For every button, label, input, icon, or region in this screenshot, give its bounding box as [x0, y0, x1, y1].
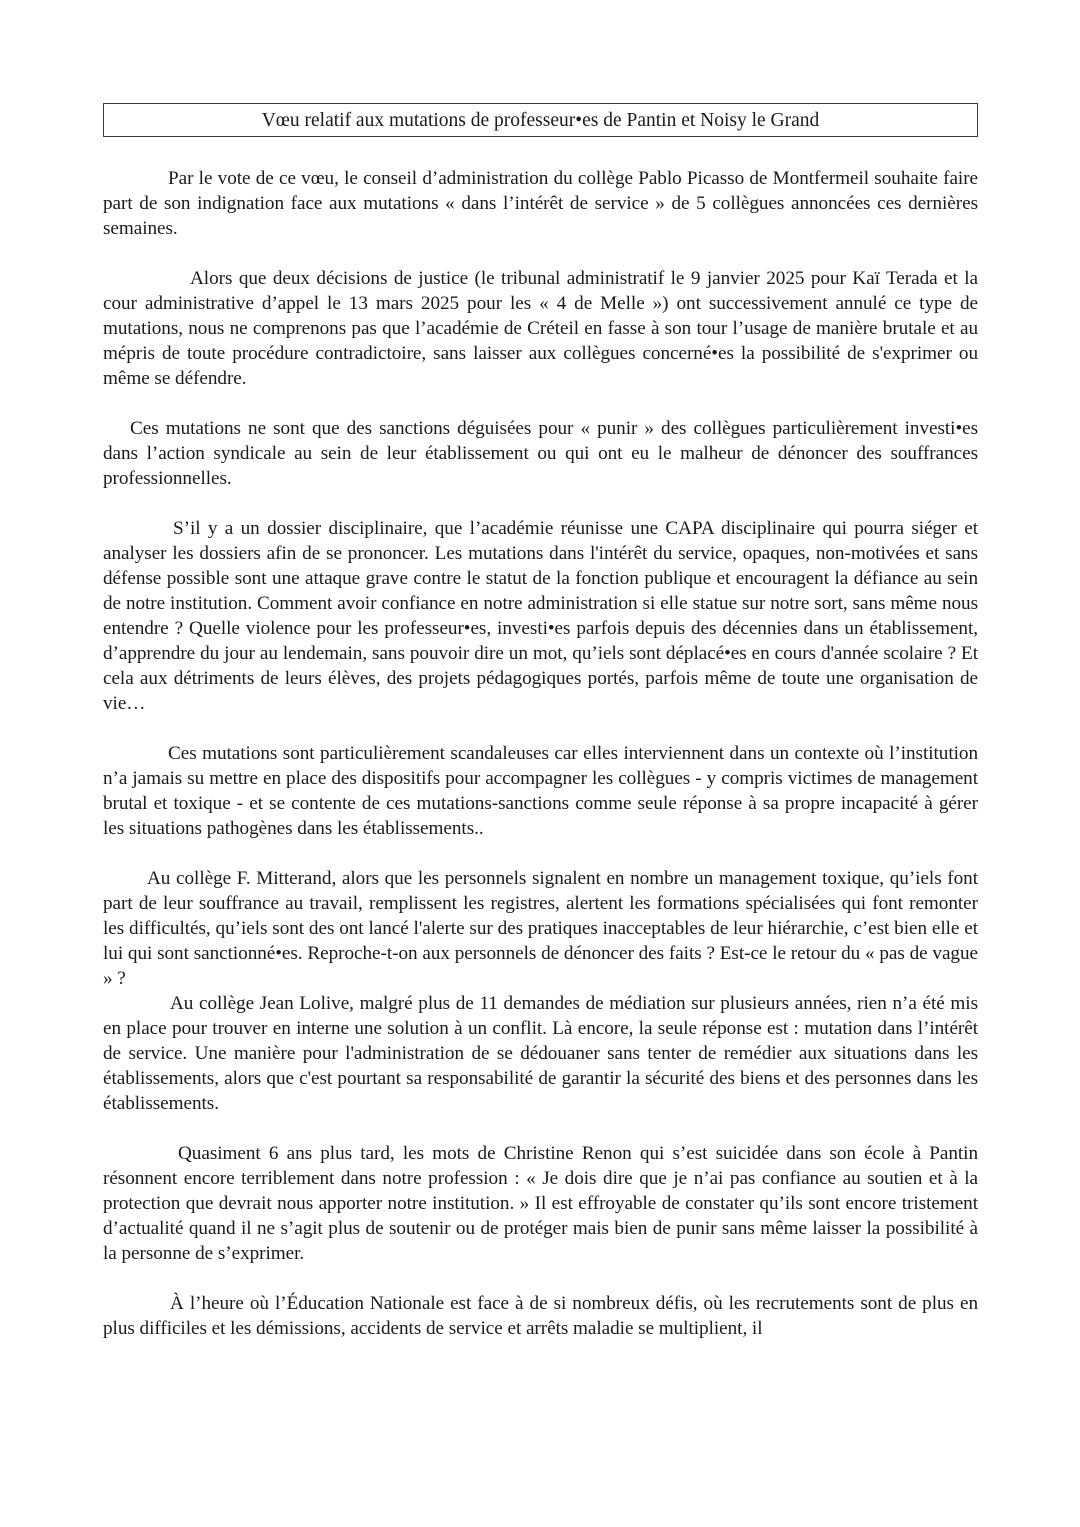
paragraph-disguised-sanctions: Ces mutations ne sont que des sanctions déguisées pour « punir » des collègues particulièrement investi•es dans l’action syndicale au sein de leur établissement ou qui ont eu le malheur de dénoncer des souffrances professionnelles. — [103, 418, 978, 489]
spacer — [103, 841, 978, 866]
spacer — [103, 137, 978, 166]
spacer — [103, 1116, 978, 1141]
document-title-box — [103, 103, 978, 137]
paragraph-disciplinary-file: S’il y a un dossier disciplinaire, que l’académie réunisse une CAPA disciplinaire qui pourra siéger et analyser les dossiers afin de se prononcer. Les mutations dans l'intérêt du service, opaques, non-motivées et sans défense possible sont une attaque grave contre le statut de la fonction publique et encouragent la défiance au sein de notre institution. Comment avoir confiance en notre administration si elle statue sur notre sort, sans même nous entendre ? Quelle violence pour les professeur•es, investi•es parfois depuis des décennies dans un établissement, d’apprendre du jour au lendemain, sans pouvoir dire un mot, qu’iels sont déplacé•es en cours d'année scolaire ? Et cela aux détriments de leurs élèves, des projets pédagogiques portés, parfois même de toute une organisation de vie… — [103, 518, 978, 714]
paragraph-court-decisions: Alors que deux décisions de justice (le tribunal administratif le 9 janvier 2025 pour Kaï Terada et la cour administrative d’appel le 13 mars 2025 pour les « 4 de Melle ») ont successivement annulé ce type de mutations, nous ne comprenons pas que l’académie de Créteil en fasse à son tour l’usage de manière brutale et au mépris de toute procédure contradictoire, sans laisser aux collègues concerné•es la possibilité de s'exprimer ou même se défendre. — [103, 268, 978, 389]
paragraph-education-nationale: À l’heure où l’Éducation Nationale est face à de si nombreux défis, où les recrutements sont de plus en plus difficiles et les démissions, accidents de service et arrêts maladie se multiplient, il — [103, 1293, 978, 1339]
spacer — [103, 1266, 978, 1291]
paragraph-scandalous-context: Ces mutations sont particulièrement scandaleuses car elles interviennent dans un contexte où l’institution n’a jamais su mettre en place des dispositifs pour accompagner les collègues - y compris victimes de management brutal et toxique - et se contente de ces mutations-sanctions comme seule réponse à sa propre incapacité à gérer les situations pathogènes dans les établissements.. — [103, 743, 978, 839]
spacer — [103, 241, 978, 266]
spacer — [103, 716, 978, 741]
spacer — [103, 491, 978, 516]
paragraph-christine-renon: Quasiment 6 ans plus tard, les mots de Christine Renon qui s’est suicidée dans son école à Pantin résonnent encore terriblement dans notre profession : « Je dois dire que je n’ai pas confiance au soutien et à la protection que devrait nous apporter notre institution. » Il est effroyable de constater qu’ils sont encore tristement d’actualité quand il ne s’agit plus de soutenir ou de protéger mais bien de punir sans même laisser la possibilité à la personne de s’exprimer. — [103, 1143, 978, 1264]
paragraph-college-lolive: Au collège Jean Lolive, malgré plus de 11 demandes de médiation sur plusieurs années, rien n’a été mis en place pour trouver en interne une solution à un conflit. Là encore, la seule réponse est : mutation dans l’intérêt de service. Une manière pour l'administration de se dédouaner sans tenter de remédier aux situations dans les établissements, alors que c'est pourtant sa responsabilité de garantir la sécurité des biens et des personnes dans les établissements. — [103, 993, 978, 1114]
paragraph-college-mitterand: Au collège F. Mitterand, alors que les personnels signalent en nombre un management toxique, qu’iels font part de leur souffrance au travail, remplissent les registres, alertent les formations spécialisées qui font remonter les difficultés, qu’iels sont des ont lancé l'alerte sur des pratiques inacceptables de leur hiérarchie, c’est bien elle et lui qui sont sanctionné•es. Reproche-t-on aux personnels de dénoncer des faits ? Est-ce le retour du « pas de vague » ? — [103, 868, 978, 989]
document-page — [103, 103, 978, 1341]
document-title: Vœu relatif aux mutations de professeur•es de Pantin et Noisy le Grand — [261, 109, 820, 131]
paragraph-intro: Par le vote de ce vœu, le conseil d’administration du collège Pablo Picasso de Montfermeil souhaite faire part de son indignation face aux mutations « dans l’intérêt de service » de 5 collègues annoncées ces dernières semaines. — [103, 168, 978, 239]
spacer — [103, 391, 978, 416]
